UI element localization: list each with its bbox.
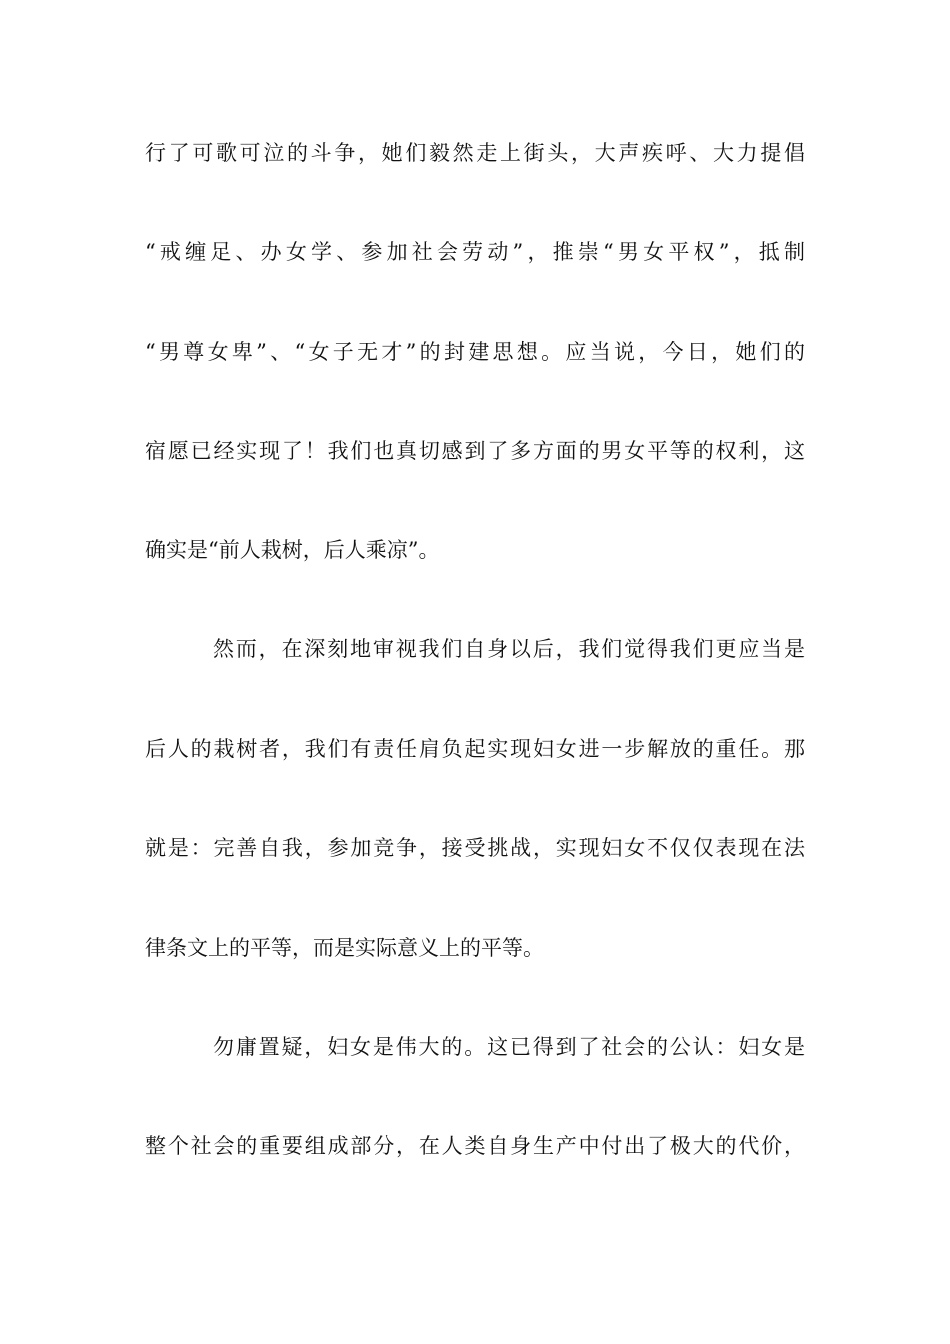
text-line-11: 整个社会的重要组成部分，在人类自身生产中付出了极大的代价，	[145, 1134, 805, 1158]
text-line-4: 宿愿已经实现了！我们也真切感到了多方面的男女平等的权利，这	[145, 439, 805, 463]
text-line-3: “男尊女卑”、“女子无才”的封建思想。应当说，今日，她们的	[145, 340, 805, 364]
text-line-1: 行了可歌可泣的斗争，她们毅然走上街头，大声疾呼、大力提倡	[145, 141, 805, 165]
text-line-2: “戒缠足、办女学、参加社会劳动”，推崇“男女平权”，抵制	[145, 240, 805, 264]
text-line-6: 然而，在深刻地审视我们自身以后，我们觉得我们更应当是	[213, 637, 805, 661]
text-line-7: 后人的栽树者，我们有责任肩负起实现妇女进一步解放的重任。那	[145, 737, 805, 761]
text-line-8: 就是：完善自我，参加竞争，接受挑战，实现妇女不仅仅表现在法	[145, 836, 805, 860]
text-line-5: 确实是“前人栽树，后人乘凉”。	[145, 538, 440, 562]
text-line-10: 勿庸置疑，妇女是伟大的。这已得到了社会的公认：妇女是	[213, 1035, 805, 1059]
text-line-9: 律条文上的平等，而是实际意义上的平等。	[145, 936, 544, 960]
